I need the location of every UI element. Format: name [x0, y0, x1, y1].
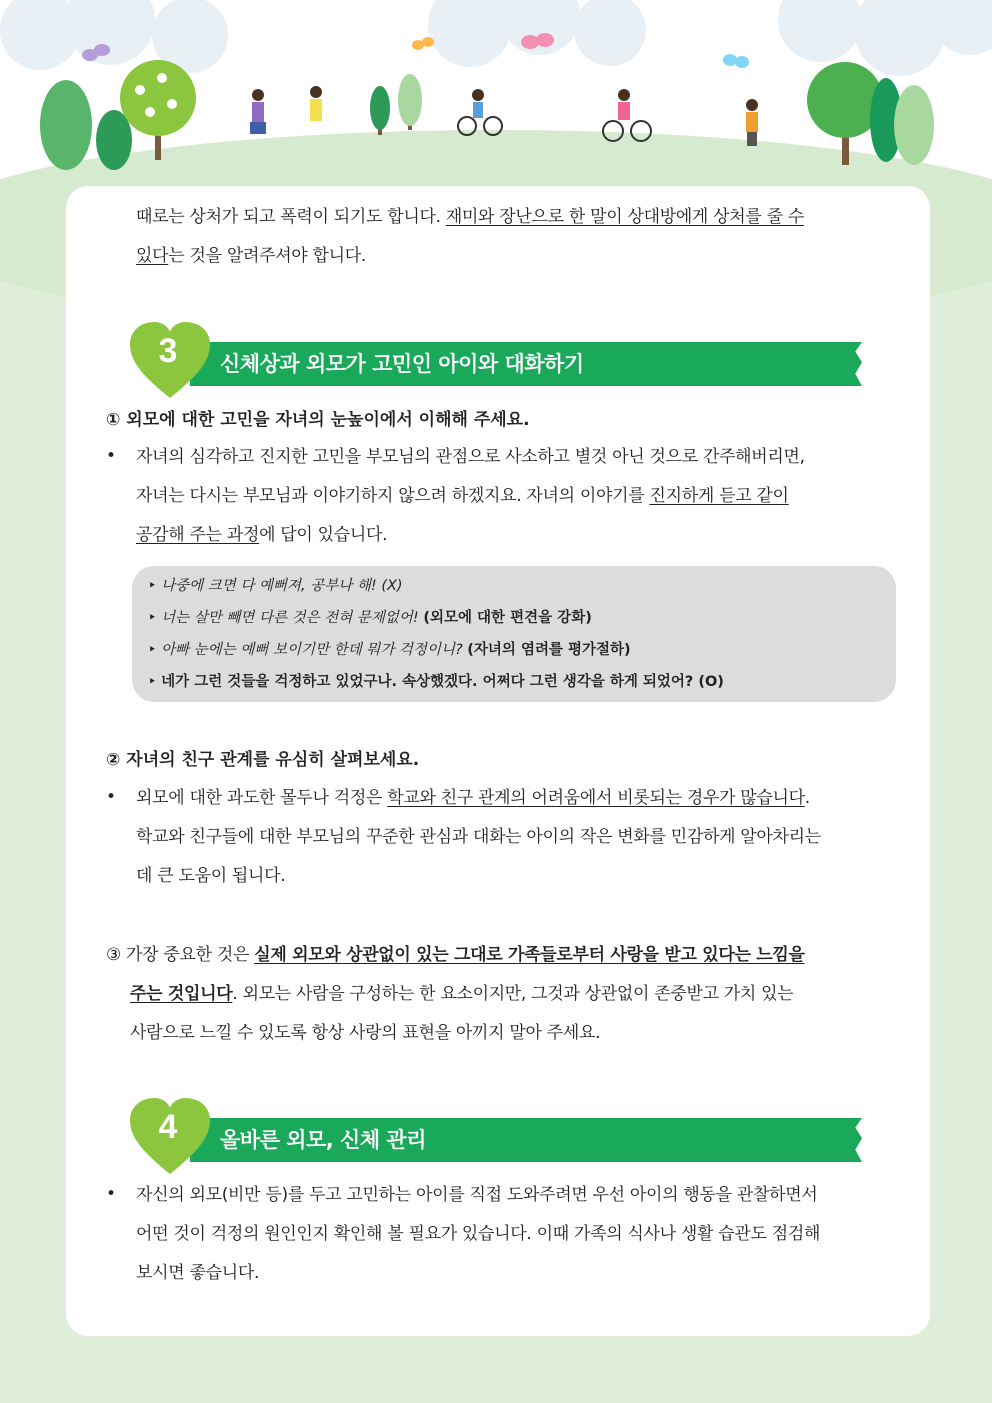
section-4-line-3: 보시면 좋습니다.: [136, 1263, 260, 1283]
cloud-icon: [428, 0, 646, 67]
item-1-line-1: 자녀의 심각하고 진지한 고민을 부모님의 관점으로 사소하고 별것 아닌 것으로 간주해버리면,: [136, 447, 805, 467]
item-1-line-3: 공감해 주는 과정에 답이 있습니다.: [136, 525, 388, 545]
person-icon: [310, 86, 322, 121]
tree-icon: [398, 74, 422, 130]
item-3-line-2: 주는 것입니다. 외모는 사람을 구성하는 한 요소이지만, 그것과 상관없이 존중받고 가치 있는: [130, 984, 794, 1004]
section-4-line-1: 자신의 외모(비만 등)를 두고 고민하는 아이를 직접 도와주려면 우선 아이의 행동을 관찰하면서: [136, 1185, 818, 1205]
person-icon: [250, 89, 266, 134]
butterfly-icon: [723, 54, 749, 68]
example-line: ‣ 네가 그런 것들을 걱정하고 있었구나. 속상했겠다. 어쩌다 그런 생각을 하게 되었어? (O): [148, 674, 724, 690]
tree-icon: [894, 85, 934, 165]
bullet-icon: •: [106, 446, 117, 466]
cloud-icon: [0, 0, 228, 73]
intro-line-2: 있다는 것을 알려주셔야 합니다.: [136, 246, 367, 266]
section-title: 신체상과 외모가 고민인 아이와 대화하기: [220, 352, 584, 376]
item-1-line-2: 자녀는 다시는 부모님과 이야기하지 않으려 하겠지요. 자녀의 이야기를 진지하게 듣고 같이: [136, 486, 789, 506]
cloud-icon: [778, 0, 992, 76]
example-line: ‣ 나중에 크면 다 예뻐져, 공부나 해! (X): [148, 578, 403, 594]
item-2-line-3: 데 큰 도움이 됩니다.: [136, 866, 286, 886]
bicycle-icon: [603, 89, 651, 141]
butterfly-icon: [412, 37, 434, 50]
item-2-heading: ② 자녀의 친구 관계를 유심히 살펴보세요.: [106, 750, 420, 770]
section-4-banner: [130, 1102, 870, 1182]
tree-icon: [40, 80, 92, 170]
item-2-line-2: 학교와 친구들에 대한 부모님의 꾸준한 관심과 대화는 아이의 작은 변화를 민감하게 알아차리는: [136, 827, 821, 847]
park-illustration: [0, 0, 992, 200]
example-line: ‣ 아빠 눈에는 예뻐 보이기만 한데 뭐가 걱정이니? (자녀의 염려를 평가절하): [148, 642, 631, 658]
bullet-icon: •: [106, 787, 117, 807]
section-title: 올바른 외모, 신체 관리: [220, 1128, 426, 1152]
intro-line-1: 때로는 상처가 되고 폭력이 되기도 합니다. 재미와 장난으로 한 말이 상대방에게 상처를 줄 수: [136, 207, 804, 227]
bicycle-icon: [458, 89, 502, 135]
section-3-banner: [130, 326, 870, 406]
person-icon: [746, 99, 758, 146]
bullet-icon: •: [106, 1184, 117, 1204]
example-line: ‣ 너는 살만 빼면 다른 것은 전혀 문제없어! (외모에 대한 편견을 강화): [148, 610, 592, 626]
section-number: 3: [158, 332, 178, 370]
section-number: 4: [158, 1108, 178, 1146]
item-3-line-1: ③ 가장 중요한 것은 실제 외모와 상관없이 있는 그대로 가족들로부터 사랑을 받고 있다는 느낌을: [106, 945, 805, 965]
item-1-heading: ① 외모에 대한 고민을 자녀의 눈높이에서 이해해 주세요.: [106, 410, 530, 430]
section-4-line-2: 어떤 것이 걱정의 원인인지 확인해 볼 필요가 있습니다. 이때 가족의 식사나 생활 습관도 점검해: [136, 1224, 821, 1244]
tree-icon: [370, 86, 390, 135]
item-2-line-1: 외모에 대한 과도한 몰두나 걱정은 학교와 친구 관계의 어려움에서 비롯되는 경우가 많습니다.: [136, 788, 810, 808]
item-3-line-3: 사람으로 느낄 수 있도록 항상 사랑의 표현을 아끼지 말아 주세요.: [130, 1023, 601, 1043]
